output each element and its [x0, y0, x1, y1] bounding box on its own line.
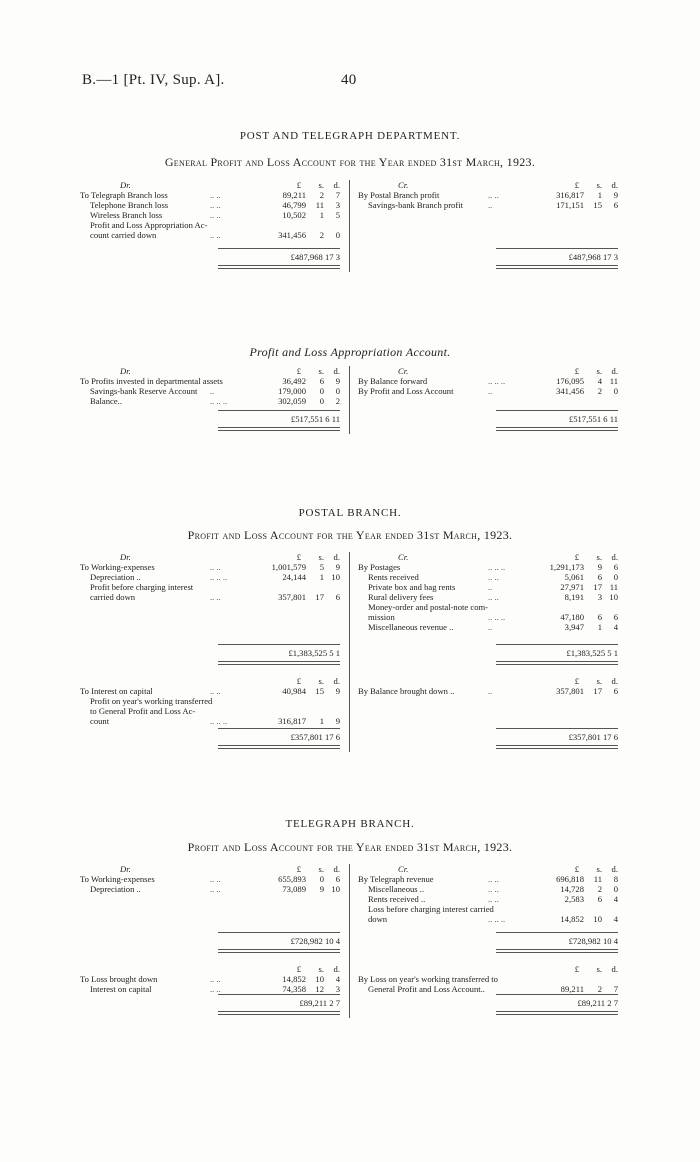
- credit-row-pence: 0: [613, 386, 618, 396]
- credit-total-double-rule: [496, 427, 618, 431]
- credit-row-pence: 8: [613, 874, 618, 884]
- debit2-row-shillings: 12: [315, 984, 324, 994]
- right-shillings-head: s.: [596, 180, 602, 190]
- dr-label: Dr.: [120, 552, 131, 562]
- running-header: B.—1 [Pt. IV, Sup. A].: [82, 72, 225, 88]
- debit-row-shillings: 11: [315, 200, 324, 210]
- credit-row-dots: .. ..: [488, 894, 499, 904]
- credit-total-rule: [496, 932, 618, 933]
- debit-total-rule: [218, 932, 340, 933]
- appropriation-account: [0, 366, 700, 436]
- right-pence-head: d.: [611, 366, 618, 376]
- credit-row-pounds: 176,095: [556, 376, 584, 386]
- debit2-total: £357,801 17 6: [290, 732, 340, 742]
- debit-row-dots: ..: [210, 386, 215, 396]
- credit-total-rule: [496, 248, 618, 249]
- credit-row-pounds: 696,818: [556, 874, 584, 884]
- credit-row-pounds: 2,583: [564, 894, 584, 904]
- credit-row-pence: 4: [613, 894, 618, 904]
- debit-row-pounds: 10,502: [282, 210, 306, 220]
- credit-row-pence: 6: [613, 612, 618, 622]
- debit-row-pence: 5: [335, 210, 340, 220]
- debit-row-label: To Telegraph Branch loss: [80, 190, 168, 200]
- debit-row-pence: 6: [335, 592, 340, 602]
- credit-row-shillings: 4: [597, 376, 602, 386]
- credit-row-dots: ..: [488, 622, 493, 632]
- debit-row-shillings: 2: [319, 190, 324, 200]
- debit-row-label: Savings-bank Reserve Account: [90, 386, 198, 396]
- credit-row-label: Savings-bank Branch profit: [368, 200, 463, 210]
- credit2-row-label: By Balance brought down ..: [358, 686, 455, 696]
- right-pence-head: d.: [611, 864, 618, 874]
- debit-row-shillings: 9: [319, 884, 324, 894]
- credit-row-pounds: 27,971: [560, 582, 584, 592]
- debit-row-pounds: 302,059: [278, 396, 306, 406]
- debit-total-rule: [218, 644, 340, 645]
- credit-row-label: Rural delivery fees: [368, 592, 434, 602]
- debit-row-pounds: 655,893: [278, 874, 306, 884]
- debit-row-shillings: 6: [319, 376, 324, 386]
- credit-row-label: Rents received ..: [368, 894, 426, 904]
- left2-shillings-head: s.: [318, 676, 324, 686]
- debit-row-label: To Working-expenses: [80, 562, 155, 572]
- credit-row-shillings: 11: [593, 874, 602, 884]
- right-shillings-head: s.: [596, 366, 602, 376]
- right-pounds-head: £: [574, 864, 579, 874]
- debit-row-pence: 0: [335, 230, 340, 240]
- left-shillings-head: s.: [318, 366, 324, 376]
- debit-row-shillings: 2: [319, 230, 324, 240]
- debit2-row-pounds: 40,984: [282, 686, 306, 696]
- right2-shillings-head: s.: [596, 964, 602, 974]
- debit2-row-dots: .. ..: [210, 974, 221, 984]
- debit2-row-label: to General Profit and Loss Ac-: [90, 706, 196, 716]
- credit2-row-label: General Profit and Loss Account..: [368, 984, 485, 994]
- right-shillings-head: s.: [596, 864, 602, 874]
- appropriation-heading: Profit and Loss Appropriation Account.: [249, 345, 451, 359]
- debit-row-pounds: 46,799: [282, 200, 306, 210]
- right2-pounds-head: £: [574, 964, 579, 974]
- debit2-row-pence: 9: [335, 716, 340, 726]
- credit-row-dots: ..: [488, 386, 493, 396]
- debit-row-pounds: 36,492: [282, 376, 306, 386]
- debit-row-pounds: 89,211: [282, 190, 306, 200]
- debit2-row-shillings: 15: [315, 686, 324, 696]
- credit-row-pence: 9: [613, 190, 618, 200]
- left2-shillings-head: s.: [318, 964, 324, 974]
- credit-row-dots: ..: [488, 582, 493, 592]
- debit-row-pence: 2: [335, 396, 340, 406]
- debit-row-dots: .. ..: [210, 874, 221, 884]
- column-divider: [349, 864, 350, 1018]
- debit-row-pounds: 357,801: [278, 592, 306, 602]
- credit-row-shillings: 17: [593, 582, 602, 592]
- left-pence-head: d.: [333, 864, 340, 874]
- credit2-row-label: By Loss on year's working transferred to: [358, 974, 498, 984]
- left-pounds-head: £: [296, 552, 301, 562]
- debit-row-pence: 0: [335, 386, 340, 396]
- debit-row-shillings: 5: [319, 562, 324, 572]
- credit-row-pounds: 1,291,173: [549, 562, 584, 572]
- debit2-total-double-rule: [218, 745, 340, 749]
- debit2-row-pence: 4: [335, 974, 340, 984]
- debit-row-dots: .. ..: [210, 562, 221, 572]
- credit-row-shillings: 6: [597, 572, 602, 582]
- debit2-row-dots: .. .. ..: [210, 716, 228, 726]
- debit-row-shillings: 17: [315, 592, 324, 602]
- debit-row-dots: .. ..: [210, 230, 221, 240]
- credit-row-shillings: 3: [597, 592, 602, 602]
- credit2-row-pounds: 89,211: [560, 984, 584, 994]
- credit2-total-double-rule: [496, 1011, 618, 1015]
- cr-label: Cr.: [398, 366, 409, 376]
- credit-total: £1,383,525 5 1: [566, 648, 618, 658]
- credit-row-shillings: 6: [597, 612, 602, 622]
- left2-pounds-head: £: [296, 964, 301, 974]
- credit-total: £517,551 6 11: [568, 414, 618, 424]
- debit-row-dots: .. ..: [210, 884, 221, 894]
- debit-row-shillings: 1: [319, 210, 324, 220]
- credit-row-pounds: 171,151: [556, 200, 584, 210]
- cr-label: Cr.: [398, 180, 409, 190]
- left-pence-head: d.: [333, 180, 340, 190]
- cr-label: Cr.: [398, 552, 409, 562]
- credit-row-pounds: 14,728: [560, 884, 584, 894]
- right-pounds-head: £: [574, 366, 579, 376]
- credit-row-pence: 11: [609, 376, 618, 386]
- credit-row-shillings: 6: [597, 894, 602, 904]
- right2-shillings-head: s.: [596, 676, 602, 686]
- dr-label: Dr.: [120, 180, 131, 190]
- credit-row-pounds: 8,191: [564, 592, 584, 602]
- debit2-total-double-rule: [218, 1011, 340, 1015]
- credit-row-label: By Telegraph revenue: [358, 874, 434, 884]
- debit-total-double-rule: [218, 427, 340, 431]
- debit-row-pounds: 24,144: [282, 572, 306, 582]
- debit2-row-pence: 3: [335, 984, 340, 994]
- debit2-row-label: Interest on capital: [90, 984, 152, 994]
- debit-row-label: Depreciation ..: [90, 884, 141, 894]
- debit-row-pounds: 1,001,579: [271, 562, 306, 572]
- credit-total-double-rule: [496, 949, 618, 953]
- left2-pounds-head: £: [296, 676, 301, 686]
- debit-total-rule: [218, 248, 340, 249]
- debit2-row-pence: 9: [335, 686, 340, 696]
- department-title: POST AND TELEGRAPH DEPARTMENT.: [239, 130, 461, 142]
- right-pence-head: d.: [611, 552, 618, 562]
- debit-row-pence: 9: [335, 376, 340, 386]
- left2-pence-head: d.: [333, 964, 340, 974]
- dr-label: Dr.: [120, 864, 131, 874]
- credit2-row-shillings: 2: [597, 984, 602, 994]
- debit2-total-rule: [218, 994, 340, 995]
- credit-total: £487,968 17 3: [568, 252, 618, 262]
- debit-total-double-rule: [218, 661, 340, 665]
- debit-row-shillings: 1: [319, 572, 324, 582]
- credit-row-label: Miscellaneous revenue ..: [368, 622, 454, 632]
- debit2-total-rule: [218, 728, 340, 729]
- debit2-row-pounds: 74,358: [282, 984, 306, 994]
- credit-row-label: Miscellaneous ..: [368, 884, 425, 894]
- credit-row-pounds: 14,852: [560, 914, 584, 924]
- postal-branch-title: POSTAL BRANCH.: [298, 507, 402, 519]
- debit-row-label: Profit before charging interest: [90, 582, 194, 592]
- debit2-row-shillings: 1: [319, 716, 324, 726]
- debit-total: £487,968 17 3: [290, 252, 340, 262]
- credit-row-label: Private box and bag rents: [368, 582, 456, 592]
- debit-total-double-rule: [218, 265, 340, 269]
- credit-row-pounds: 316,817: [556, 190, 584, 200]
- debit-row-pence: 9: [335, 562, 340, 572]
- credit-row-shillings: 2: [597, 386, 602, 396]
- debit-row-pence: 6: [335, 874, 340, 884]
- debit-total: £1,383,525 5 1: [288, 648, 340, 658]
- telegraph-heading: Profit and Loss Account for the Year ended 31st March, 1923.: [187, 840, 513, 854]
- credit-row-pence: 11: [609, 582, 618, 592]
- debit-row-label: To Profits invested in departmental assets: [80, 376, 223, 386]
- debit-total: £517,551 6 11: [290, 414, 340, 424]
- debit-row-dots: .. ..: [210, 200, 221, 210]
- credit-row-shillings: 10: [593, 914, 602, 924]
- left-pounds-head: £: [296, 366, 301, 376]
- credit-row-dots: .. .. ..: [488, 562, 506, 572]
- credit-row-label: By Postages: [358, 562, 401, 572]
- left2-pence-head: d.: [333, 676, 340, 686]
- right-pence-head: d.: [611, 180, 618, 190]
- credit2-total-rule: [496, 728, 618, 729]
- debit-row-label: count carried down: [90, 230, 157, 240]
- credit-total: £728,982 10 4: [568, 936, 618, 946]
- credit-row-pence: 6: [613, 200, 618, 210]
- credit2-total: £357,801 17 6: [568, 732, 618, 742]
- credit-row-label: down: [368, 914, 388, 924]
- column-divider: [349, 552, 350, 752]
- credit-row-dots: .. ..: [488, 190, 499, 200]
- credit-row-label: Money-order and postal-note com-: [368, 602, 489, 612]
- debit-total-rule: [218, 410, 340, 411]
- page-number: 40: [341, 72, 357, 88]
- debit-row-dots: .. ..: [210, 592, 221, 602]
- column-divider: [349, 180, 350, 272]
- column-divider: [349, 366, 350, 434]
- credit-row-label: Loss before charging interest carried: [368, 904, 494, 914]
- credit-row-shillings: 2: [597, 884, 602, 894]
- debit-row-shillings: 0: [319, 874, 324, 884]
- telegraph-branch-title: TELEGRAPH BRANCH.: [285, 818, 415, 830]
- credit-row-label: Rents received: [368, 572, 419, 582]
- debit-row-pence: 7: [335, 190, 340, 200]
- debit-row-label: Depreciation ..: [90, 572, 141, 582]
- debit-row-dots: .. ..: [210, 190, 221, 200]
- debit-row-label: To Working-expenses: [80, 874, 155, 884]
- debit2-row-dots: .. ..: [210, 686, 221, 696]
- credit-row-dots: .. .. ..: [488, 914, 506, 924]
- credit-row-pounds: 5,061: [564, 572, 584, 582]
- credit-row-pounds: 3,947: [564, 622, 584, 632]
- debit2-row-label: To Loss brought down: [80, 974, 158, 984]
- credit-row-pence: 4: [613, 914, 618, 924]
- credit2-row-pence: 6: [613, 686, 618, 696]
- debit-row-dots: .. ..: [210, 210, 221, 220]
- credit-row-shillings: 1: [597, 190, 602, 200]
- credit-row-label: By Balance forward: [358, 376, 428, 386]
- telegraph-account: [0, 864, 700, 1024]
- debit-row-pounds: 179,000: [278, 386, 306, 396]
- debit-row-label: Telephone Branch loss: [90, 200, 169, 210]
- credit2-row-pence: 7: [613, 984, 618, 994]
- debit2-row-shillings: 10: [315, 974, 324, 984]
- left-shillings-head: s.: [318, 552, 324, 562]
- credit-row-shillings: 1: [597, 622, 602, 632]
- credit-row-dots: .. ..: [488, 572, 499, 582]
- debit2-total: £89,211 2 7: [299, 998, 340, 1008]
- credit-row-shillings: 9: [597, 562, 602, 572]
- credit-row-pounds: 47,180: [560, 612, 584, 622]
- credit-row-pence: 10: [609, 592, 618, 602]
- debit-row-pounds: 341,456: [278, 230, 306, 240]
- credit-row-pounds: 341,456: [556, 386, 584, 396]
- debit2-row-pounds: 316,817: [278, 716, 306, 726]
- left-shillings-head: s.: [318, 180, 324, 190]
- credit-total-double-rule: [496, 265, 618, 269]
- debit-row-label: Profit and Loss Appropriation Ac-: [90, 220, 208, 230]
- left-pounds-head: £: [296, 864, 301, 874]
- right2-pence-head: d.: [611, 676, 618, 686]
- credit-total-rule: [496, 644, 618, 645]
- debit-row-label: Wireless Branch loss: [90, 210, 163, 220]
- dr-label: Dr.: [120, 366, 131, 376]
- left-pounds-head: £: [296, 180, 301, 190]
- debit2-row-label: Profit on year's working transferred: [90, 696, 213, 706]
- debit-row-dots: .. .. ..: [210, 396, 228, 406]
- debit2-row-label: To Interest on capital: [80, 686, 153, 696]
- debit-row-dots: .. .. ..: [210, 572, 228, 582]
- credit2-row-dots: ..: [488, 686, 493, 696]
- debit-row-pence: 10: [331, 884, 340, 894]
- debit-row-pounds: 73,089: [282, 884, 306, 894]
- debit-total-double-rule: [218, 949, 340, 953]
- debit-row-pence: 3: [335, 200, 340, 210]
- right2-pence-head: d.: [611, 964, 618, 974]
- debit-row-shillings: 0: [319, 396, 324, 406]
- general-pl-account: [0, 180, 700, 280]
- debit-row-shillings: 0: [319, 386, 324, 396]
- credit-row-shillings: 15: [593, 200, 602, 210]
- credit2-row-pounds: 357,801: [556, 686, 584, 696]
- postal-heading: Profit and Loss Account for the Year ended 31st March, 1923.: [187, 528, 513, 542]
- credit-row-dots: .. .. ..: [488, 376, 506, 386]
- left-pence-head: d.: [333, 366, 340, 376]
- credit-row-dots: .. ..: [488, 884, 499, 894]
- credit-row-dots: .. ..: [488, 874, 499, 884]
- right-shillings-head: s.: [596, 552, 602, 562]
- credit-row-pence: 0: [613, 572, 618, 582]
- cr-label: Cr.: [398, 864, 409, 874]
- right-pounds-head: £: [574, 180, 579, 190]
- credit-row-dots: .. .. ..: [488, 612, 506, 622]
- debit-row-pence: 10: [331, 572, 340, 582]
- credit-row-label: By Postal Branch profit: [358, 190, 440, 200]
- left-shillings-head: s.: [318, 864, 324, 874]
- left-pence-head: d.: [333, 552, 340, 562]
- postal-account: [0, 552, 700, 772]
- debit-total: £728,982 10 4: [290, 936, 340, 946]
- credit-row-label: By Profit and Loss Account: [358, 386, 454, 396]
- debit-row-label: Balance..: [90, 396, 122, 406]
- right-pounds-head: £: [574, 552, 579, 562]
- credit2-total: £89,211 2 7: [577, 998, 618, 1008]
- debit2-row-pounds: 14,852: [282, 974, 306, 984]
- debit2-row-dots: .. ..: [210, 984, 221, 994]
- general-pl-heading: General Profit and Loss Account for the Year ended 31st March, 1923.: [164, 155, 536, 169]
- credit-row-dots: .. ..: [488, 592, 499, 602]
- credit2-row-shillings: 17: [593, 686, 602, 696]
- debit2-row-label: count: [90, 716, 110, 726]
- credit-row-label: mission: [368, 612, 395, 622]
- credit-row-pence: 0: [613, 884, 618, 894]
- credit-row-dots: ..: [488, 200, 493, 210]
- credit-row-pence: 6: [613, 562, 618, 572]
- credit-total-rule: [496, 410, 618, 411]
- credit2-total-double-rule: [496, 745, 618, 749]
- credit2-total-rule: [496, 994, 618, 995]
- credit-total-double-rule: [496, 661, 618, 665]
- debit-row-label: carried down: [90, 592, 136, 602]
- credit-row-pence: 4: [613, 622, 618, 632]
- right2-pounds-head: £: [574, 676, 579, 686]
